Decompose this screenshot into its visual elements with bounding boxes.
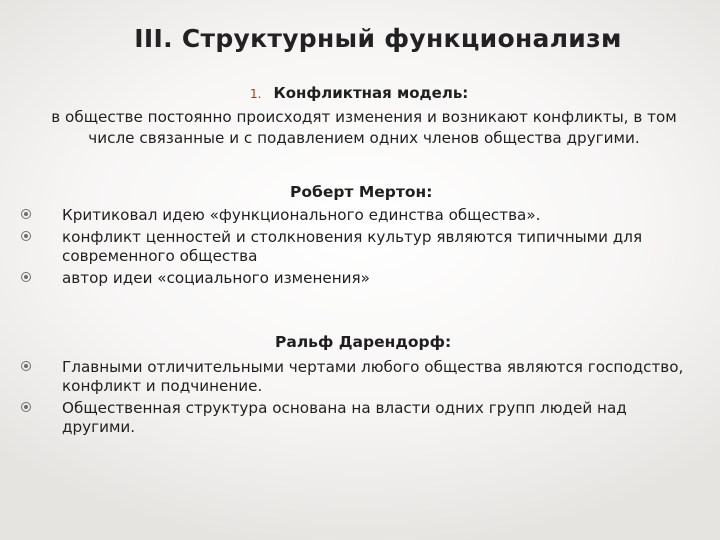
list-item [18, 399, 698, 437]
list-item [18, 228, 698, 266]
list-item [18, 358, 698, 396]
list-number: 1. [250, 87, 262, 101]
dahrendorf-heading: Ральф Дарендорф: [275, 333, 452, 351]
dahrendorf-list [18, 358, 698, 440]
conflict-model-description: в обществе постоянно происходят изменения и возникают конфликты, в том числе связанные и с подавлением одних членов общества другими. [51, 108, 677, 147]
merton-list [18, 206, 698, 291]
circle-dot-bullet-icon [21, 209, 31, 219]
list-item-text: Главными отличительными чертами любого общества являются господство, конфликт и подчинение. [62, 358, 684, 395]
list-item-text: автор идеи «социального изменения» [62, 269, 370, 287]
list-item-text: конфликт ценностей и столкновения культур являются типичными для современного общества [62, 228, 643, 265]
list-item [18, 269, 698, 288]
circle-dot-bullet-icon [21, 361, 31, 371]
circle-dot-bullet-icon [21, 402, 31, 412]
circle-dot-bullet-icon [21, 231, 31, 241]
list-item [18, 206, 698, 225]
circle-dot-bullet-icon [21, 272, 31, 282]
conflict-model-label: Конфликтная модель: [273, 84, 469, 102]
list-item-text: Критиковал идею «функционального единства общества». [62, 206, 541, 224]
numbered-heading [250, 84, 468, 102]
slide-title: III. Структурный функционализм [134, 24, 622, 53]
list-item-text: Общественная структура основана на власти одних групп людей над другими. [62, 399, 627, 436]
merton-heading: Роберт Мертон: [290, 183, 433, 201]
